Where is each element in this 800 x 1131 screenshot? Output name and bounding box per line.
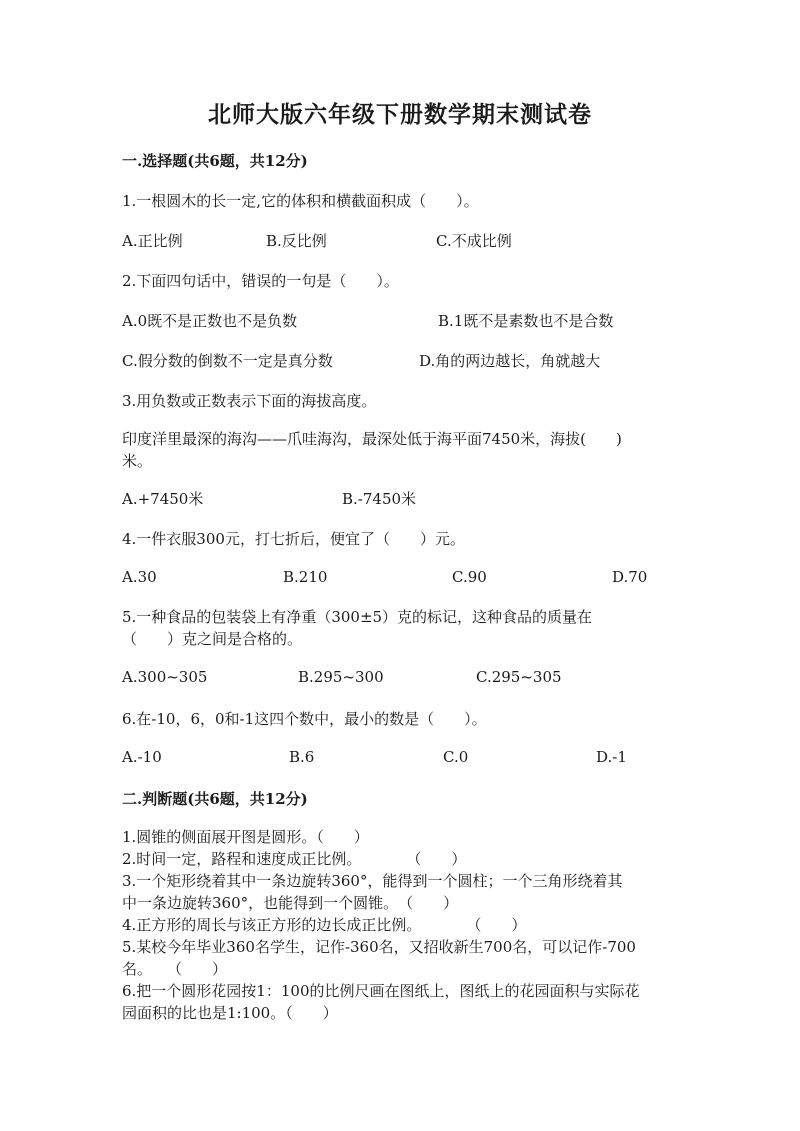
question-3-option-a: A.+7450米	[122, 490, 204, 508]
page-title: 北师大版六年级下册数学期末测试卷	[208, 101, 592, 128]
question-6-option-b: B.6	[289, 748, 315, 766]
question-6-option-d: D.-1	[596, 748, 627, 766]
judge-line-5: 4.正方形的周长与该正方形的边长成正比例。 （ ）	[122, 916, 527, 934]
question-6-stem: 6.在-10，6，0和-1这四个数中，最小的数是（ ）。	[122, 710, 487, 728]
question-4-option-a: A.30	[122, 568, 157, 586]
judge-line-1: 1.圆锥的侧面展开图是圆形。（ ）	[122, 828, 369, 846]
question-4-option-b: B.210	[283, 568, 328, 586]
question-2-option-a: A.0既不是正数也不是负数	[122, 312, 298, 330]
judge-line-9: 园面积的比也是1:100。（ ）	[122, 1004, 338, 1022]
judge-line-2: 2.时间一定，路程和速度成正比例。 （ ）	[122, 850, 467, 868]
judge-line-3: 3.一个矩形绕着其中一条边旋转360°，能得到一个圆柱；一个三角形绕着其	[122, 872, 623, 890]
question-4-option-d: D.70	[612, 568, 648, 586]
question-1-option-b: B.反比例	[266, 232, 327, 250]
question-5-option-b: B.295~300	[298, 668, 384, 686]
section-heading-multiple-choice: 一.选择题(共6题，共12分)	[122, 152, 308, 170]
question-3-stem: 3.用负数或正数表示下面的海拔高度。	[122, 392, 377, 410]
question-4-stem: 4.一件衣服300元，打七折后，便宜了（ ）元。	[122, 530, 465, 548]
question-3-subline-1: 印度洋里最深的海沟——爪哇海沟，最深处低于海平面7450米，海拔( )	[122, 430, 622, 448]
question-6-option-a: A.-10	[122, 748, 162, 766]
question-2-stem: 2.下面四句话中，错误的一句是（ ）。	[122, 272, 399, 290]
question-2-option-d: D.角的两边越长，角就越大	[419, 352, 601, 370]
question-3-subline-2: 米。	[122, 452, 153, 470]
question-1-stem: 1.一根圆木的长一定,它的体积和横截面积成（ ）。	[122, 192, 479, 210]
question-2-option-b: B.1既不是素数也不是合数	[438, 312, 614, 330]
judge-line-8: 6.把一个圆形花园按1：100的比例尺画在图纸上，图纸上的花园面积与实际花	[122, 982, 640, 1000]
question-5-stem-line-2: （ ）克之间是合格的。	[122, 630, 303, 648]
question-5-stem-line-1: 5.一种食品的包装袋上有净重（300±5）克的标记，这种食品的质量在	[122, 608, 593, 626]
question-5-option-a: A.300~305	[122, 668, 208, 686]
question-5-option-c: C.295~305	[476, 668, 562, 686]
question-2-option-c: C.假分数的倒数不一定是真分数	[122, 352, 333, 370]
question-4-option-c: C.90	[452, 568, 487, 586]
question-1-option-a: A.正比例	[122, 232, 183, 250]
judge-line-4: 中一条边旋转360°，也能得到一个圆锥。 （ ）	[122, 894, 459, 912]
question-1-option-c: C.不成比例	[436, 232, 512, 250]
judge-line-7: 名。 （ ）	[122, 960, 228, 978]
judge-line-6: 5.某校今年毕业360名学生，记作-360名，又招收新生700名，可以记作-700	[122, 938, 636, 956]
question-6-option-c: C.0	[443, 748, 469, 766]
section-heading-true-false: 二.判断题(共6题，共12分)	[122, 790, 308, 808]
question-3-option-b: B.-7450米	[342, 490, 417, 508]
